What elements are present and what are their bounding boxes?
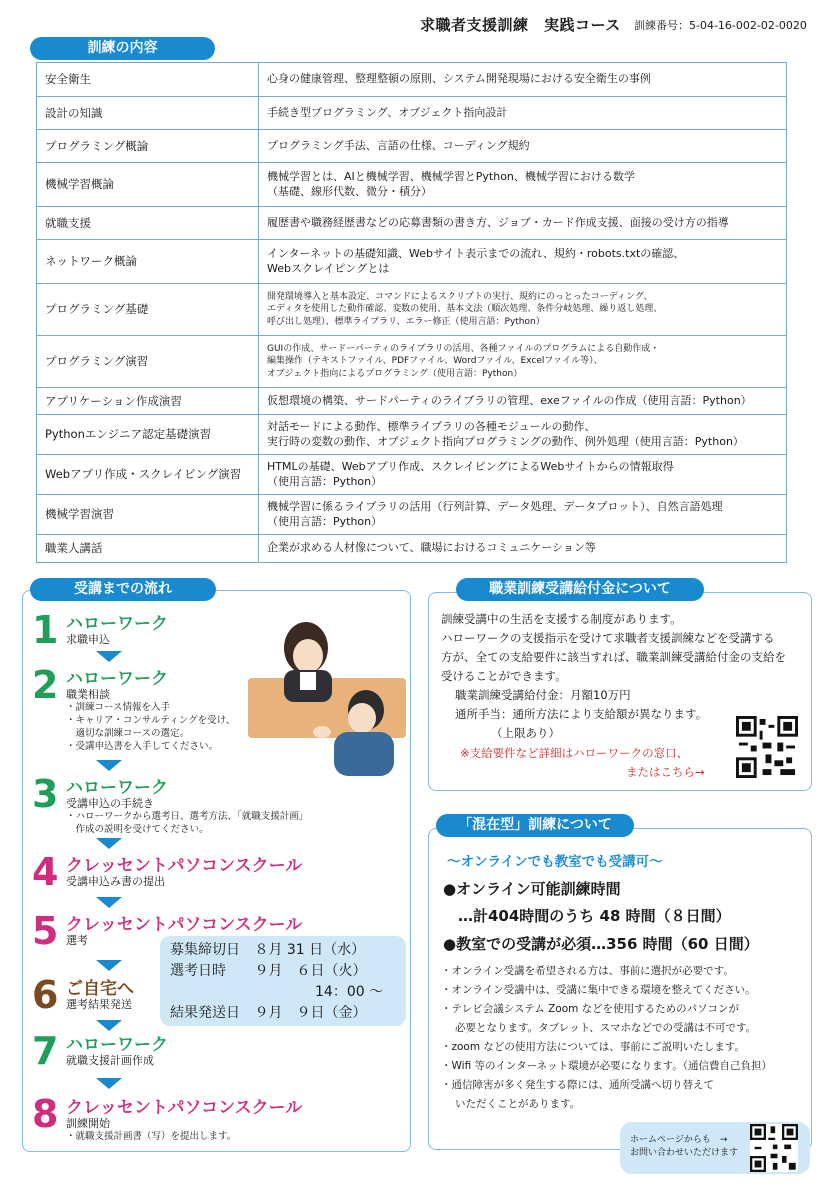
benefit-detail-link[interactable]: ※支給要件など詳細はハローワークの窓口、 [460,746,689,760]
homepage-qr-code[interactable] [750,1124,798,1172]
curriculum-detail-line: インターネットの基礎知識、Webサイト表示までの流れ、規約・robots.txtの確認、 [267,247,685,261]
curriculum-subject: 安全衛生 [37,63,259,97]
curriculum-detail-line: 実行時の変数の動作、オブジェクト指向プログラミングの動作、例外処理（使用言語：Python） [267,434,744,448]
step-number: 4 [32,850,59,894]
curriculum-detail-line: エディタを使用した動作確認、変数の使用、基本文法（順次処理、条件分岐処理、繰り返し処理、 [267,304,663,315]
benefit-cap: （上限あり） [491,726,560,740]
step-subtitle: 選考結果発送 [66,998,132,1011]
curriculum-detail [259,455,787,495]
step-subtitle: 就職支援計画作成 [66,1054,154,1067]
step-note: ・訓練コース情報を入手 [66,702,171,713]
curriculum-row [37,336,787,388]
step-subtitle: 受講申込の手続き [66,797,154,810]
curriculum-subject: Pythonエンジニア認定基礎演習 [37,415,259,455]
step-number: 2 [32,663,59,707]
step-subtitle: 職業相談 [66,688,110,701]
online-hours-label: ●オンライン可能訓練時間 [443,880,621,898]
curriculum-detail-line: （基礎、線形代数、微分・積分） [267,184,432,198]
curriculum-detail: 企業が求める人材像について、職場におけるコミュニケーション等 [259,535,787,563]
exam-label: 選考日時 [170,963,226,979]
curriculum-detail: 心身の健康管理、整理整頓の原則、システム開発現場における安全衛生の事例 [259,63,787,97]
flow-arrow-icon [96,1020,122,1031]
curriculum-detail-line: （使用言語：Python） [267,474,383,488]
curriculum-subject: 就職支援 [37,207,259,240]
flow-arrow-icon [96,651,122,662]
curriculum-detail [259,163,787,207]
curriculum-detail-line: 対話モードによる動作、標準ライブラリの各種モジュールの動作、 [267,420,596,434]
hybrid-note: ・オンライン受講中は、受講に集中できる環境を整えてください。 [441,984,756,996]
step-subtitle: 求職申込 [66,633,110,646]
curriculum-row [37,284,787,336]
step-title: ご自宅へ [66,979,134,999]
benefit-line: 方が、全ての支給要件に該当すれば、職業訓練受講給付金の支給を [441,650,786,664]
step-note: 適切な訓練コースの選定。 [66,728,190,739]
curriculum-detail [259,284,787,336]
benefit-qr-code[interactable] [736,716,798,778]
result-label: 結果発送日 [170,1005,240,1021]
curriculum-row [37,415,787,455]
hybrid-note: いただくことがあります。 [455,1098,581,1110]
exam-time: 14：00 ～ [315,984,384,1000]
step-note: 作成の説明を受けてください。 [66,824,209,835]
benefit-commute: 通所手当：通所方法により支給額が異なります。 [455,707,708,721]
course-title: 求職者支援訓練 実践コース [420,16,621,34]
benefit-detail-link-2[interactable]: またはこちら→ [626,765,705,779]
curriculum-detail-line: オブジェクト指向によるプログラミング（使用言語：Python） [267,368,523,379]
curriculum-subject: プログラミング基礎 [37,284,259,336]
curriculum-detail-line: Webスクレイピングとは [267,261,390,275]
exam-value: ９月 ６日（火） [254,963,367,979]
flow-arrow-icon [96,1078,122,1089]
curriculum-detail-line: GUIの作成、サードーパーティのライブラリの活用、各種ファイルのプログラムによる自動作成・ [267,344,660,355]
hybrid-note: ・zoom などの使用方法については、事前にご説明いたします。 [441,1041,745,1053]
curriculum-row [37,130,787,163]
step-number: 6 [32,973,59,1017]
benefit-line: 訓練受講中の生活を支援する制度があります。 [441,612,682,626]
curriculum-row [37,495,787,535]
step-subtitle: 訓練開始 [66,1117,110,1130]
contact-line: お問い合わせいただけます [630,1148,739,1158]
curriculum-detail [259,336,787,388]
step-note: ・受講申込書を入手してください。 [66,741,219,752]
hybrid-tagline: ～オンラインでも教室でも受講可～ [447,854,663,870]
curriculum-subject: 職業人講話 [37,535,259,563]
step-number: 7 [32,1029,59,1073]
curriculum-detail: 手続き型プログラミング、オブジェクト指向設計 [259,97,787,130]
classroom-hours: ●教室での受講が必須…356 時間（60 日間） [443,935,759,953]
curriculum-row [37,455,787,495]
hybrid-note: ・通信障害が多く発生する際には、通所受講へ切り替えて [441,1079,714,1091]
flow-arrow-icon [96,960,122,971]
step-title: クレッセントパソコンスクール [66,856,303,876]
counseling-illustration [238,608,406,776]
step-title: ハローワーク [66,669,168,689]
step-title: ハローワーク [66,778,168,798]
step-note: ・就職支援計画書（写）を提出します。 [66,1131,237,1142]
benefit-line: 受けることができます。 [441,669,567,683]
curriculum-detail: プログラミング手法、言語の仕様、コーディング規約 [259,130,787,163]
curriculum-row [37,63,787,97]
flow-arrow-icon [96,897,122,908]
curriculum-detail [259,240,787,284]
hybrid-notes [441,962,811,1114]
hybrid-note: ・テレビ会議システム Zoom などを使用するためのパソコンが [441,1003,739,1015]
curriculum-subject: Webアプリ作成・スクレイピング演習 [37,455,259,495]
benefit-amount: 職業訓練受講給付金：月額10万円 [455,688,631,702]
contact-line: ホームページからも → [630,1135,728,1145]
flow-arrow-icon [96,760,122,771]
curriculum-detail-line: 機械学習とは、AIと機械学習、機械学習とPython、機械学習における数学 [267,170,635,184]
curriculum-subject: ネットワーク概論 [37,240,259,284]
deadline-label: 募集締切日 [170,942,240,958]
curriculum-detail [259,415,787,455]
step-title: ハローワーク [66,1035,168,1055]
curriculum-subject: プログラミング概論 [37,130,259,163]
step-subtitle: 受講申込み書の提出 [66,875,165,888]
step-number: 3 [32,772,59,816]
hybrid-heading: 「混在型」訓練について [436,814,634,837]
curriculum-detail-line: 機械学習に係るライブラリの活用（行列計算、データ処理、データプロット）、自然言語処理 [267,500,723,514]
online-hours-value: …計404時間のうち 48 時間（８日間） [458,907,731,925]
curriculum-detail: 仮想環境の構築、サードパーティのライブラリの管理、exeファイルの作成（使用言語：Python） [259,388,787,415]
step-title: クレッセントパソコンスクール [66,915,303,935]
curriculum-row [37,163,787,207]
contact-text [630,1134,738,1160]
deadline-value: ８月 31 日（水） [254,942,366,958]
step-note: ・キャリア・コンサルティングを受け、 [66,715,236,726]
step-number: 8 [32,1092,59,1136]
step-title: クレッセントパソコンスクール [66,1098,303,1118]
step-number: 5 [32,909,59,953]
course-code: 訓練番号：5-04-16-002-02-0020 [634,19,807,32]
curriculum-detail-line: 開発環境導入と基本設定、コマンドによるスクリプトの実行、規約にのっとったコーディング、 [267,292,653,303]
flow-heading: 受講までの流れ [30,578,216,601]
curriculum-row [37,388,787,415]
result-value: ９月 ９日（金） [254,1005,367,1021]
schedule-box [160,936,406,1026]
curriculum-row [37,207,787,240]
content-heading: 訓練の内容 [30,37,215,60]
curriculum-subject: アプリケーション作成演習 [37,388,259,415]
curriculum-detail: 履歴書や職務経歴書などの応募書類の書き方、ジョブ・カード作成支援、面接の受け方の指導 [259,207,787,240]
curriculum-subject: プログラミング演習 [37,336,259,388]
step-title: ハローワーク [66,614,168,634]
curriculum-row [37,97,787,130]
curriculum-table [36,62,787,563]
curriculum-detail-line: （使用言語：Python） [267,514,383,528]
curriculum-subject: 設計の知識 [37,97,259,130]
flow-arrow-icon [96,838,122,849]
benefit-line: ハローワークの支援指示を受けて求職者支援訓練などを受講する [441,631,775,645]
curriculum-row [37,535,787,563]
step-note: ・ハローワークから選考日、選考方法、「就職支援計画」 [66,811,309,822]
curriculum-subject: 機械学習概論 [37,163,259,207]
curriculum-detail-line: HTMLの基礎、Webアプリ作成、スクレイピングによるWebサイトからの情報取得 [267,460,674,474]
step-number: 1 [32,608,59,652]
hybrid-note: ・Wifi 等のインターネット環境が必要になります。（通信費自己負担） [441,1060,772,1072]
benefit-heading: 職業訓練受講給付金について [456,578,704,601]
curriculum-detail-line: 呼び出し処理）、標準ライブラリ、エラー修正（使用言語：Python） [267,316,545,327]
curriculum-subject: 機械学習演習 [37,495,259,535]
curriculum-detail-line: 編集操作（テキストファイル、PDFファイル、Wordファイル、Excelファイル等）、 [267,356,603,367]
hybrid-note: ・オンライン受講を希望される方は、事前に選択が必要です。 [441,965,734,977]
step-subtitle: 選考 [66,934,88,947]
curriculum-detail [259,495,787,535]
hybrid-note: 必要となります。タブレット、スマホなどでの受講は不可です。 [455,1022,757,1034]
curriculum-row [37,240,787,284]
